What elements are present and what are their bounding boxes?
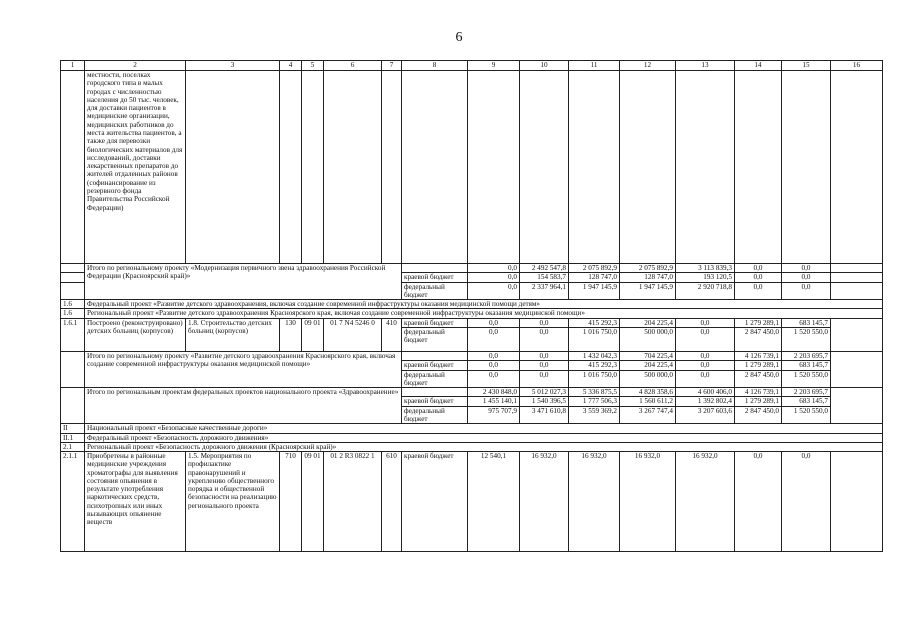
cell-value: 1 016 750,0 (569, 370, 620, 388)
cell-value: 1 279 289,1 (735, 361, 782, 370)
row-description: Построено (реконструировано) детских больниц (корпусов) (85, 318, 186, 351)
budget-source: федеральный бюджет (402, 370, 468, 388)
cell-value: 0,0 (676, 318, 735, 327)
budget-source (402, 388, 468, 397)
cell-value: 415 292,3 (569, 318, 620, 327)
cell-value: 2 075 892,9 (569, 264, 620, 273)
cell-value: 0,0 (520, 318, 569, 327)
total-label: Итого по региональному проекту «Развитие детского здравоохранения Красноярского края, включая создание современной инфраструктуры оказания медицинской помощи» (85, 351, 402, 387)
cell-value: 0,0 (468, 264, 520, 273)
cell-value: 16 932,0 (620, 452, 676, 552)
cell-value: 2 847 450,0 (735, 370, 782, 388)
budget-source (402, 264, 468, 273)
row-number: 1.6 (61, 300, 85, 309)
cell-value: 1 520 550,0 (782, 370, 831, 388)
col-header: 14 (735, 61, 782, 71)
budget-source: краевой бюджет (402, 273, 468, 282)
cell-value: 1 279 289,1 (735, 318, 782, 327)
budget-source: краевой бюджет (402, 397, 468, 406)
col-header: 16 (831, 61, 883, 71)
cell-value: 0,0 (520, 351, 569, 360)
cell-value: 3 207 603,6 (676, 406, 735, 424)
cell-value: 1 392 802,4 (676, 397, 735, 406)
code-csr: 01 7 N4 5246 0 (324, 318, 382, 351)
cell-value: 16 932,0 (569, 452, 620, 552)
col-header: 12 (620, 61, 676, 71)
cell-value: 2 203 695,7 (782, 388, 831, 397)
cell-value: 16 932,0 (520, 452, 569, 552)
col-header: 6 (324, 61, 382, 71)
cell-value: 4 126 739,1 (735, 351, 782, 360)
col-header: 2 (85, 61, 186, 71)
cell-value: 128 747,0 (569, 273, 620, 282)
cell-value: 0,0 (520, 370, 569, 388)
cell-value: 683 145,7 (782, 397, 831, 406)
cell-value: 0,0 (676, 327, 735, 351)
cell-value: 1 540 396,5 (520, 397, 569, 406)
cell-value: 0,0 (468, 282, 520, 300)
cell-value: 2 075 892,9 (620, 264, 676, 273)
code-grbs: 130 (280, 318, 302, 351)
page-number: 6 (455, 30, 463, 45)
col-header: 13 (676, 61, 735, 71)
col-header: 15 (782, 61, 831, 71)
col-header: 10 (520, 61, 569, 71)
cell-value: 16 932,0 (676, 452, 735, 552)
cell-value: 0,0 (735, 452, 782, 552)
cell-value: 0,0 (520, 361, 569, 370)
cell-value: 0,0 (782, 273, 831, 282)
section-title: Региональный проект «Безопасность дорожного движения (Красноярский край)» (85, 442, 883, 451)
cell-value: 193 120,5 (676, 273, 735, 282)
cell-value: 0,0 (520, 327, 569, 351)
budget-source: федеральный бюджет (402, 282, 468, 300)
cell-value: 4 828 358,6 (620, 388, 676, 397)
cell-value: 3 267 747,4 (620, 406, 676, 424)
header-row (61, 61, 883, 71)
cell-value: 1 432 042,3 (569, 351, 620, 360)
cell-value: 0,0 (468, 273, 520, 282)
cell-value: 4 600 406,0 (676, 388, 735, 397)
cell-value: 5 012 027,3 (520, 388, 569, 397)
row-number: 2.1 (61, 442, 85, 451)
col-header: 3 (186, 61, 280, 71)
col-header: 11 (569, 61, 620, 71)
row-description: Приобретены в районные медицинские учреждения хроматографы для выявления состояния опьянения в результате употребления наркотических средств, психотропных или иных вызывающих опьянение веществ (85, 452, 186, 552)
cell-value: 683 145,7 (782, 318, 831, 327)
cell-value: 1 016 750,0 (569, 327, 620, 351)
cell-value: 2 492 547,8 (520, 264, 569, 273)
section-row (61, 442, 883, 451)
cell-value: 2 337 964,1 (520, 282, 569, 300)
section-row (61, 433, 883, 442)
cell-value: 3 113 839,3 (676, 264, 735, 273)
cell-value: 1 520 550,0 (782, 406, 831, 424)
budget-source: федеральный бюджет (402, 327, 468, 351)
cell-value: 0,0 (468, 361, 520, 370)
cell-value: 5 336 875,5 (569, 388, 620, 397)
section-row (61, 300, 883, 309)
cell-value: 1 520 550,0 (782, 327, 831, 351)
table-row (61, 318, 883, 327)
total-label: Итого по региональному проекту «Модернизация первичного звена здравоохранения Российской Федерации (Красноярский край)» (85, 264, 402, 300)
cell-value: 204 225,4 (620, 361, 676, 370)
section-title: Национальный проект «Безопасные качественные дороги» (85, 424, 883, 433)
code-vr: 610 (382, 452, 402, 552)
table-row (61, 452, 883, 552)
cell-value: 0,0 (735, 273, 782, 282)
budget-source: федеральный бюджет (402, 406, 468, 424)
col-header: 7 (382, 61, 402, 71)
cell-value: 1 279 289,1 (735, 397, 782, 406)
cell-value: 128 747,0 (620, 273, 676, 282)
cell-value: 1 947 145,9 (620, 282, 676, 300)
row-number: II (61, 424, 85, 433)
row-number: II.1 (61, 433, 85, 442)
budget-source: краевой бюджет (402, 361, 468, 370)
row-description: местности, поселках городского типа в малых городах с численностью населения до 50 тыс. человек, для доставки пациентов в медицинские организации, медицинских работников до места жительства пациентов, а также для перевозки биологических материалов для исследований, доставки лекарственных препаратов до жителей отдаленных районов (софинансирование из резервного фонда Правительства Российской Федерации) (85, 71, 186, 264)
cell-value: 0,0 (782, 264, 831, 273)
col-header: 8 (402, 61, 468, 71)
cell-value: 975 707,9 (468, 406, 520, 424)
code-grbs: 710 (280, 452, 302, 552)
cell-value: 704 225,4 (620, 351, 676, 360)
cell-value: 500 000,0 (620, 370, 676, 388)
cell-value: 0,0 (676, 370, 735, 388)
cell-value: 0,0 (735, 264, 782, 273)
cell-value: 4 126 739,1 (735, 388, 782, 397)
section-title: Федеральный проект «Развитие детского здравоохранения, включая создание современной инфраструктуры оказания медицинской помощи детям» (85, 300, 883, 309)
cell-value: 2 920 718,8 (676, 282, 735, 300)
table-row (61, 71, 883, 264)
cell-value: 3 559 369,2 (569, 406, 620, 424)
section-title: Федеральный проект «Безопасность дорожного движения» (85, 433, 883, 442)
code-csr: 01 2 R3 0822 1 (324, 452, 382, 552)
cell-value: 3 471 610,8 (520, 406, 569, 424)
budget-source: краевой бюджет (402, 452, 468, 552)
cell-value: 500 000,0 (620, 327, 676, 351)
section-title: Региональный проект «Развитие детского здравоохранения Красноярского края, включая создание современной инфраструктуры оказания медицинской помощи» (85, 309, 883, 318)
row-number: 2.1.1 (61, 452, 85, 552)
budget-table (60, 60, 883, 552)
event-description: 1.8. Строительство детских больниц (корпусов) (186, 318, 280, 351)
cell-value: 2 847 450,0 (735, 406, 782, 424)
cell-value: 683 145,7 (782, 361, 831, 370)
total-label: Итого по региональным проектам федеральных проектов национального проекта «Здравоохранение» (85, 388, 402, 424)
cell-value: 0,0 (468, 370, 520, 388)
row-number: 1.6 (61, 309, 85, 318)
col-header: 5 (302, 61, 324, 71)
cell-value: 0,0 (735, 282, 782, 300)
cell-value: 12 540,1 (468, 452, 520, 552)
cell-value: 0,0 (468, 351, 520, 360)
budget-source: краевой бюджет (402, 318, 468, 327)
cell-value: 1 947 145,9 (569, 282, 620, 300)
cell-value: 0,0 (468, 327, 520, 351)
table-row (61, 388, 883, 397)
section-row (61, 424, 883, 433)
cell-value: 2 203 695,7 (782, 351, 831, 360)
col-header: 9 (468, 61, 520, 71)
cell-value: 2 847 450,0 (735, 327, 782, 351)
cell-value: 1 455 140,1 (468, 397, 520, 406)
event-description: 1.5. Мероприятия по профилактике правонарушений и укреплению общественного порядка и общественной безопасности на реализацию регионального проекта (186, 452, 280, 552)
cell-value: 415 292,3 (569, 361, 620, 370)
cell-value: 0,0 (782, 282, 831, 300)
cell-value: 1 560 611,2 (620, 397, 676, 406)
cell-value: 0,0 (468, 318, 520, 327)
cell-value: 0,0 (782, 452, 831, 552)
table-row (61, 351, 883, 360)
budget-source (402, 351, 468, 360)
cell-value: 0,0 (676, 351, 735, 360)
table-row (61, 264, 883, 273)
cell-value: 0,0 (676, 361, 735, 370)
row-number: 1.6.1 (61, 318, 85, 351)
cell-value: 2 430 848,0 (468, 388, 520, 397)
col-header: 4 (280, 61, 302, 71)
cell-value: 154 583,7 (520, 273, 569, 282)
section-row (61, 309, 883, 318)
code-rzpr: 09 01 (302, 318, 324, 351)
cell-value: 1 777 506,3 (569, 397, 620, 406)
code-rzpr: 09 01 (302, 452, 324, 552)
col-header: 1 (61, 61, 85, 71)
code-vr: 410 (382, 318, 402, 351)
cell-value: 204 225,4 (620, 318, 676, 327)
